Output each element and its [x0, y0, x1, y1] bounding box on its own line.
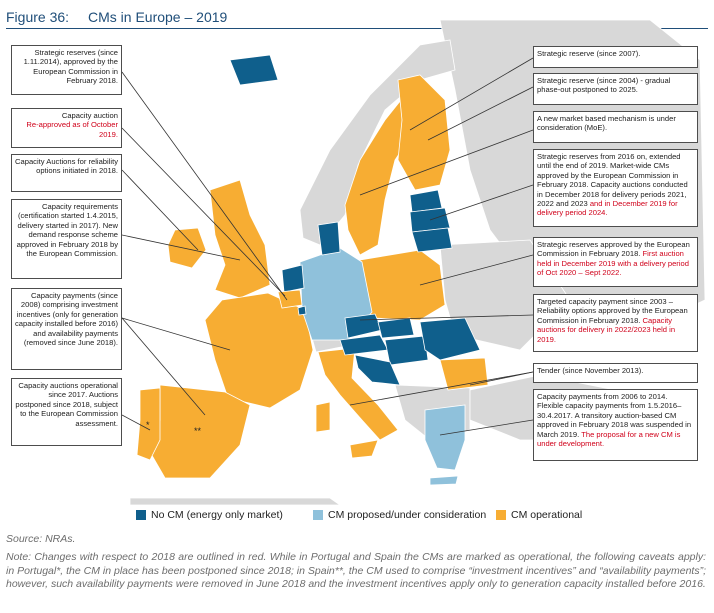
czechia: [345, 314, 382, 338]
callout-right-finland: [533, 73, 698, 105]
north-africa: [130, 498, 340, 505]
sicily: [350, 440, 378, 458]
callout-right-estonia: [533, 111, 698, 143]
callout-text: Capacity payments (since 2008) comprising investment incentives (only for generation capacity installed before 2016) and availability payments (removed since June 2018).: [15, 291, 119, 348]
callout-left-ireland: [11, 108, 122, 148]
legend-item-cm-proposed: [313, 509, 486, 521]
callout-right-sweden: [533, 46, 698, 68]
callout-text: Capacity auction: [61, 111, 118, 120]
great-britain: [210, 180, 270, 298]
callout-text: Strategic reserves (since 1.11.2014), approved by the European Commission in February 2018.: [23, 48, 118, 86]
legend-label: No CM (energy only market): [151, 509, 283, 521]
leader-line-belgium: [122, 72, 287, 300]
legend-label: CM operational: [511, 509, 583, 521]
callout-left-spain: [11, 288, 122, 370]
greece: [425, 405, 465, 470]
slovakia: [378, 318, 414, 338]
callout-text: Capacity auctions operational since 2017. Auctions postponed since 2018, subject to the European Commission assessment.: [15, 381, 118, 428]
callout-red-text: Re-approved as of October 2019.: [26, 120, 118, 139]
crete: [430, 476, 458, 485]
iceland: [230, 55, 278, 85]
callout-text: Capacity requirements (certification started 1.4.2015, delivery started in 2017). New demand response scheme approved in February 2018 by the European Commission.: [16, 202, 118, 259]
callout-right-poland: [533, 149, 698, 227]
callout-left-italy: [11, 154, 122, 192]
callout-text: Strategic reserve (since 2007).: [537, 49, 641, 58]
leader-line-ireland-2: [122, 170, 198, 250]
callout-red-text: and in December 2019 for delivery period 2024.: [537, 199, 678, 218]
legend-swatch: [496, 510, 506, 520]
legend-item-cm-operational: [496, 509, 582, 521]
callout-red-text: First auction held in December 2019 with a delivery period of Oct 2020 – Sept 2022.: [537, 249, 689, 278]
figure-title: CMs in Europe – 2019: [88, 9, 228, 25]
legend-item-no-cm: [136, 509, 283, 521]
lithuania: [412, 228, 452, 252]
france: [205, 293, 313, 408]
callout-right-bulgaria: [533, 363, 698, 383]
callout-right-ireland: [533, 237, 698, 287]
figure-number: Figure 36:: [6, 9, 70, 25]
callout-text: Strategic reserves from 2016 on, extended until the end of 2019. Market-wide CMs approved by the European Commission in February 2018. Capacity auctions conducted in December 2018 for delivery periods 2021, 2022 and 2023: [537, 152, 688, 209]
legend-label: CM proposed/under consideration: [328, 509, 487, 521]
spain-marker: **: [194, 426, 202, 436]
bulgaria: [440, 358, 488, 390]
callout-text: Capacity payments from 2006 to 2014. Flexible capacity payments from 1.5.2016–30.4.2017. A transitory auction-based CM approved in February 2018 was suspended in March 2019.: [537, 392, 692, 439]
denmark: [318, 222, 340, 255]
sardinia: [316, 402, 330, 432]
callout-text: Capacity Auctions for reliability options initiated in 2018.: [15, 157, 118, 176]
callout-text: Strategic reserve (since 2004) - gradual phase-out postponed to 2025.: [537, 76, 671, 95]
netherlands: [282, 265, 304, 292]
callout-right-italy: [533, 294, 698, 352]
leader-line-ireland: [122, 128, 285, 296]
callout-left-france: [11, 199, 122, 279]
legend-swatch: [136, 510, 146, 520]
hungary: [385, 336, 428, 365]
map-legend: [0, 509, 714, 525]
callout-left-belgium: [11, 45, 122, 95]
ireland: [168, 228, 206, 268]
callout-text: Strategic reserves approved by the European Commission in February 2018.: [537, 240, 690, 259]
callout-right-greece: [533, 389, 698, 461]
callout-text: Tender (since November 2013).: [537, 366, 644, 375]
source-note: Source: NRAs.: [6, 533, 76, 545]
footnote: Note: Changes with respect to 2018 are outlined in red. While in Portugal and Spain the CMs are marked as operational, the following caveats apply: in Portugal*, the CM in place has been postponed since 2018; in Spain**, the CM used to comprise “investment incentives” and “availability payments”; however, such availability payments were removed in June 2018 and the investment incentives apply only to generation capacity installed before 2016.: [6, 551, 706, 591]
portugal-marker: *: [146, 420, 150, 430]
callout-left-portugal: [11, 378, 122, 446]
callout-red-text: The proposal for a new CM is under development.: [537, 429, 681, 449]
callout-red-text: Capacity auctions for delivery in 2022/2023 held in 2019.: [537, 315, 676, 344]
legend-swatch: [313, 510, 323, 520]
callout-text: Targeted capacity payment since 2003 –Reliability options approved by the European Commission in February 2018.: [537, 297, 688, 325]
luxembourg: [298, 306, 306, 315]
callout-text: A new market based mechanism is under consideration (MoE).: [537, 114, 676, 133]
